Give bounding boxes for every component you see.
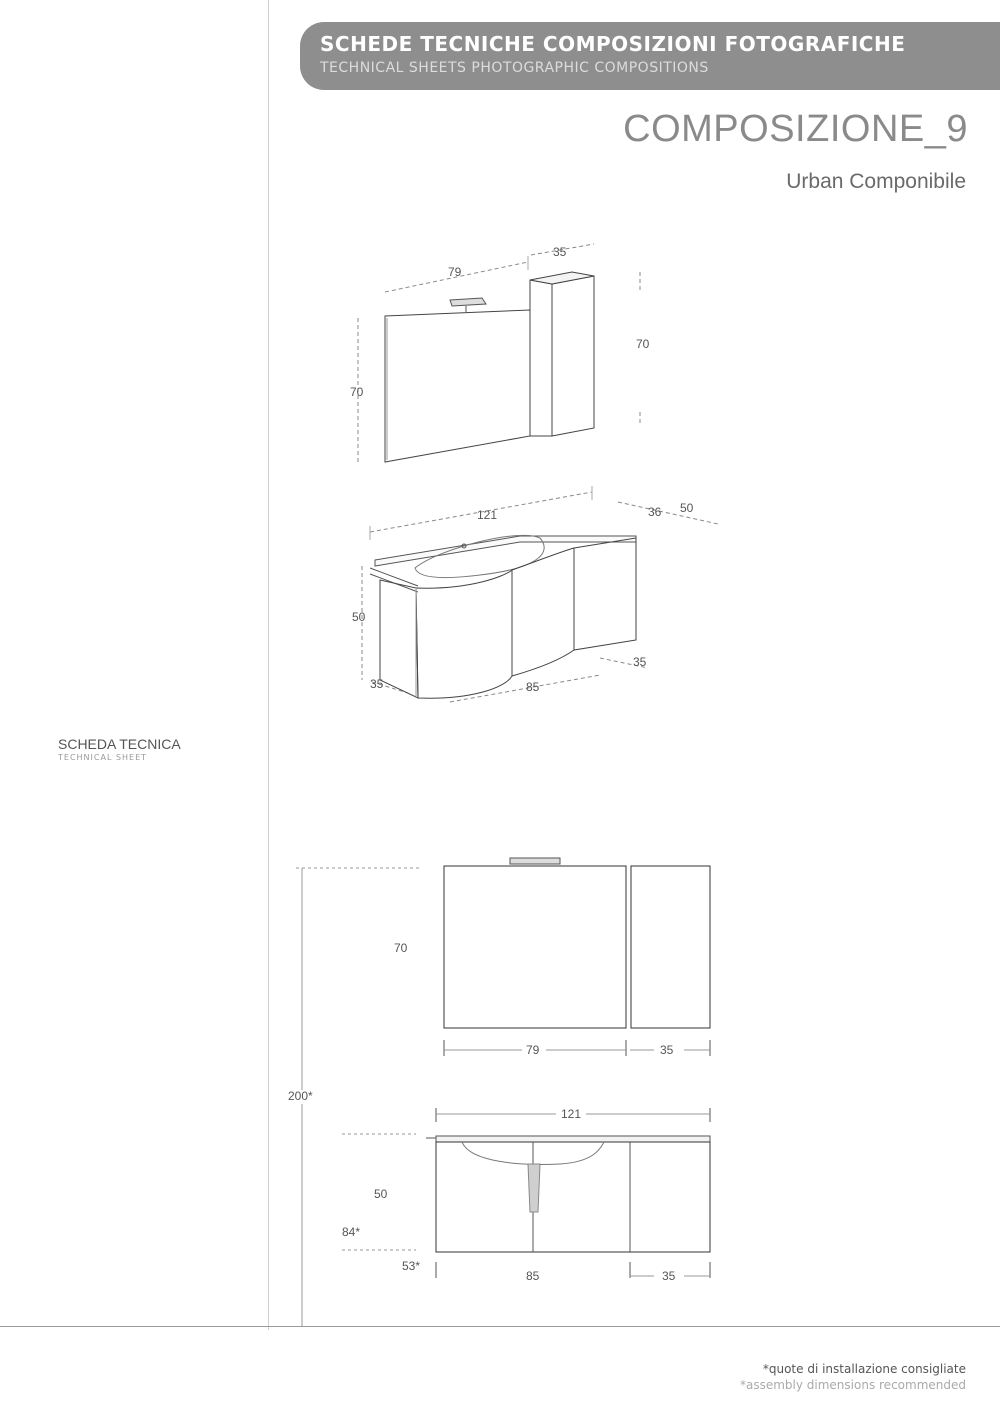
front-dim-column-width: 35 <box>660 1043 674 1057</box>
mirror-perspective <box>385 298 530 462</box>
column-perspective <box>530 272 594 436</box>
dim-side-left: 35 <box>370 677 384 691</box>
composition-title: COMPOSIZIONE_9 <box>623 108 968 150</box>
dim-mirror-width: 79 <box>448 265 462 279</box>
footnote-en: *assembly dimensions recommended <box>739 1378 966 1392</box>
dim-column-height: 70 <box>636 337 650 351</box>
sheet-label: SCHEDA TECNICA <box>58 736 181 752</box>
dim-column-width: 35 <box>553 245 567 259</box>
footnote-it: *quote di installazione consigliate <box>762 1362 966 1376</box>
vanity-front <box>342 1108 710 1278</box>
footer-rule <box>0 1326 1000 1327</box>
mirror-front <box>444 858 710 1028</box>
total-height-dim <box>296 868 420 1326</box>
front-dim-mirror-height: 70 <box>394 941 408 955</box>
perspective-dim-lines <box>358 244 718 702</box>
front-dim-drain-height: 53* <box>402 1259 421 1273</box>
sheet-label-en: TECHNICAL SHEET <box>58 753 148 762</box>
dim-front-width: 85 <box>526 680 540 694</box>
collection-name: Urban Componibile <box>786 170 966 193</box>
dim-depth-large: 50 <box>680 501 694 515</box>
dim-depth-small: 36 <box>648 505 662 519</box>
dim-mirror-height: 70 <box>350 385 364 399</box>
dim-cabinet-height: 50 <box>352 610 366 624</box>
front-dim-front-width: 85 <box>526 1269 540 1283</box>
dim-top-width: 121 <box>477 508 498 522</box>
front-dim-total-height: 200* <box>288 1089 313 1103</box>
front-dim-install-height: 84* <box>342 1225 361 1239</box>
vanity-perspective <box>370 535 636 698</box>
banner-title: SCHEDE TECNICHE COMPOSIZIONI FOTOGRAFICHE <box>320 32 906 56</box>
dim-side-right: 35 <box>633 655 647 669</box>
front-dim-right-width: 35 <box>662 1269 676 1283</box>
banner-subtitle: TECHNICAL SHEETS PHOTOGRAPHIC COMPOSITIONS <box>320 60 709 76</box>
front-dim-cabinet-height: 50 <box>374 1187 388 1201</box>
front-dim-top-width: 121 <box>561 1107 582 1121</box>
front-dim-mirror-width: 79 <box>526 1043 540 1057</box>
